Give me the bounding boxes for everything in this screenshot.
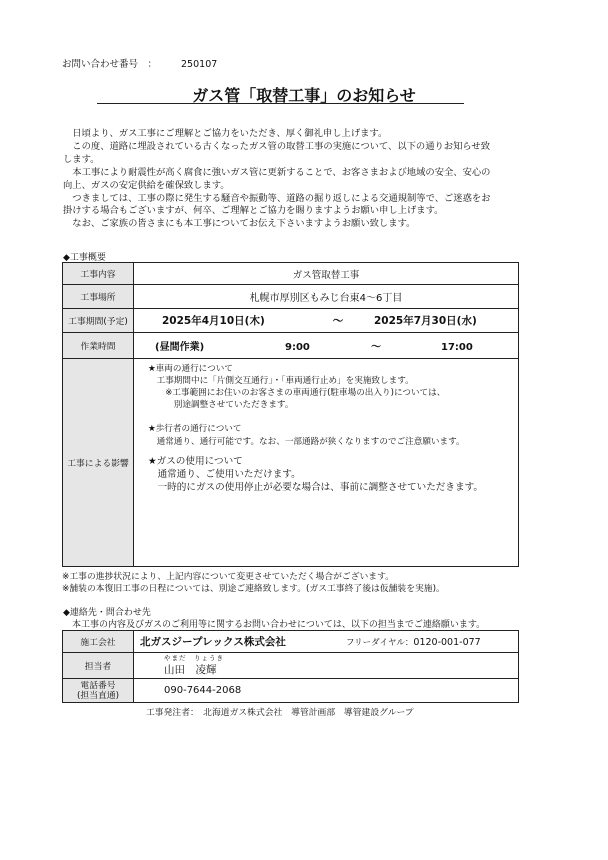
impact-details (134, 359, 519, 567)
intro-line: 日頃より、ガス工事にご理解とご協力をいただき、厚く御礼申し上げます。 (63, 128, 388, 139)
inquiry-number (62, 56, 217, 70)
contact-heading: ◆連絡先・問合わせ先 (63, 608, 151, 618)
intro-line: 掛けする場合もございますが、何卒、ご理解とご協力を賜りますようお願い申し上げます。 (63, 205, 444, 217)
title-underline (97, 103, 464, 104)
place-value: 札幌市厚別区もみじ台東4～6丁目 (134, 285, 519, 309)
contact-header (63, 607, 485, 631)
inquiry-label: お問い合わせ番号 ： (62, 59, 158, 70)
person-cell (134, 653, 519, 679)
inquiry-value: 250107 (181, 59, 218, 70)
hours-value (134, 333, 519, 359)
intro-line: この度、道路に埋設されている古くなったガス管の取替工事の実施について、以下の通りお知らせ致 (63, 140, 491, 152)
hours-start: 9:00 (285, 342, 310, 353)
impact-line (148, 411, 518, 423)
impact-line: ★歩行者の通行について (148, 424, 242, 435)
impact-line: ※工事範囲にお住いのお客さまの車両通行(駐車場の出入り)については、 (148, 388, 446, 399)
intro-line: 本工事により耐震性が高く腐食に強いガス管に更新することで、お客さまおよび地域の安全、安心の (63, 166, 491, 178)
intro-line: つきましては、工事の際に発生する騒音や振動等、道路の掘り返しによる交通規制等で、ご迷惑をお (63, 192, 491, 204)
intro-line: なお、ご家族の皆さまにも本工事についてお伝え下さいますようお願い致します。 (63, 218, 416, 230)
page-title: ガス管「取替工事」のお知らせ (192, 86, 416, 105)
note-line: ※工事の進捗状況により、上記内容について変更させていただく場合がございます。 (62, 572, 394, 582)
phone-label-line1: 電話番号 (80, 680, 116, 691)
place-label: 工事場所 (63, 285, 134, 309)
period-start: 2025年4月10日(木) (162, 315, 265, 327)
hours-type: (昼間作業) (155, 342, 205, 353)
overview-heading: ◆工事概要 (63, 253, 106, 263)
period-separator: ～ (332, 315, 344, 327)
person-ruby: やまだ りょうき (164, 653, 224, 662)
hours-label: 作業時間 (63, 333, 134, 359)
note-line: ※舗装の本復旧工事の日程については、別途ご連絡致します。(ガス工事終了後は仮舗装を実施)。 (62, 584, 445, 595)
freedial-number: 0120-001-077 (413, 637, 481, 648)
person-label: 担当者 (63, 653, 134, 679)
notes (62, 571, 445, 595)
overview-table (62, 262, 519, 567)
content-value: ガス管取替工事 (134, 263, 519, 285)
gas-usage-block (148, 455, 518, 494)
content-label: 工事内容 (63, 263, 134, 285)
footer-orderer: 工事発注者： 北海道ガス株式会社 導管計画部 導管建設グループ (146, 708, 414, 718)
intro-line: します。 (63, 153, 100, 165)
impact-line: 工事期間中に「片側交互通行」・「車両通行止め」を実施致します。 (148, 376, 414, 387)
company-name: 北ガスジープレックス株式会社 (140, 636, 286, 648)
contact-intro: 本工事の内容及びガスのご利用等に関するお問い合わせについては、以下の担当までご連絡願います。 (63, 620, 486, 630)
gas-line: 一時的にガスの使用停止が必要な場合は、事前に調整させていただきます。 (148, 481, 484, 493)
period-end: 2025年7月30日(水) (374, 315, 477, 327)
contact-table (62, 630, 519, 703)
period-value (134, 309, 519, 333)
phone-label-line2: (担当直通) (76, 690, 120, 701)
person-name: 山田 凌輝 (164, 663, 217, 676)
company-label: 施工会社 (63, 631, 134, 653)
impact-line: 別途調整させていただきます。 (148, 400, 294, 411)
impact-line: 通常通り、通行可能です。なお、一部通路が狭くなりますのでご注意願います。 (148, 436, 465, 447)
impact-line: ★車両の通行について (148, 364, 233, 374)
gas-line: 通常通り、ご使用いただけます。 (148, 468, 301, 480)
period-label: 工事期間(予定) (63, 309, 134, 333)
impact-label: 工事による影響 (63, 359, 134, 567)
intro-text (63, 128, 533, 231)
company-cell (134, 631, 519, 653)
gas-line: ★ガスの使用について (148, 455, 243, 467)
freedial-label: フリーダイヤル： (346, 638, 414, 648)
hours-end: 17:00 (441, 342, 473, 353)
intro-line: 向上、ガスの安定供給を確保致します。 (63, 179, 230, 191)
phone-number: 090-7644-2068 (134, 679, 519, 703)
phone-label (63, 679, 134, 703)
hours-separator: ～ (371, 342, 381, 353)
